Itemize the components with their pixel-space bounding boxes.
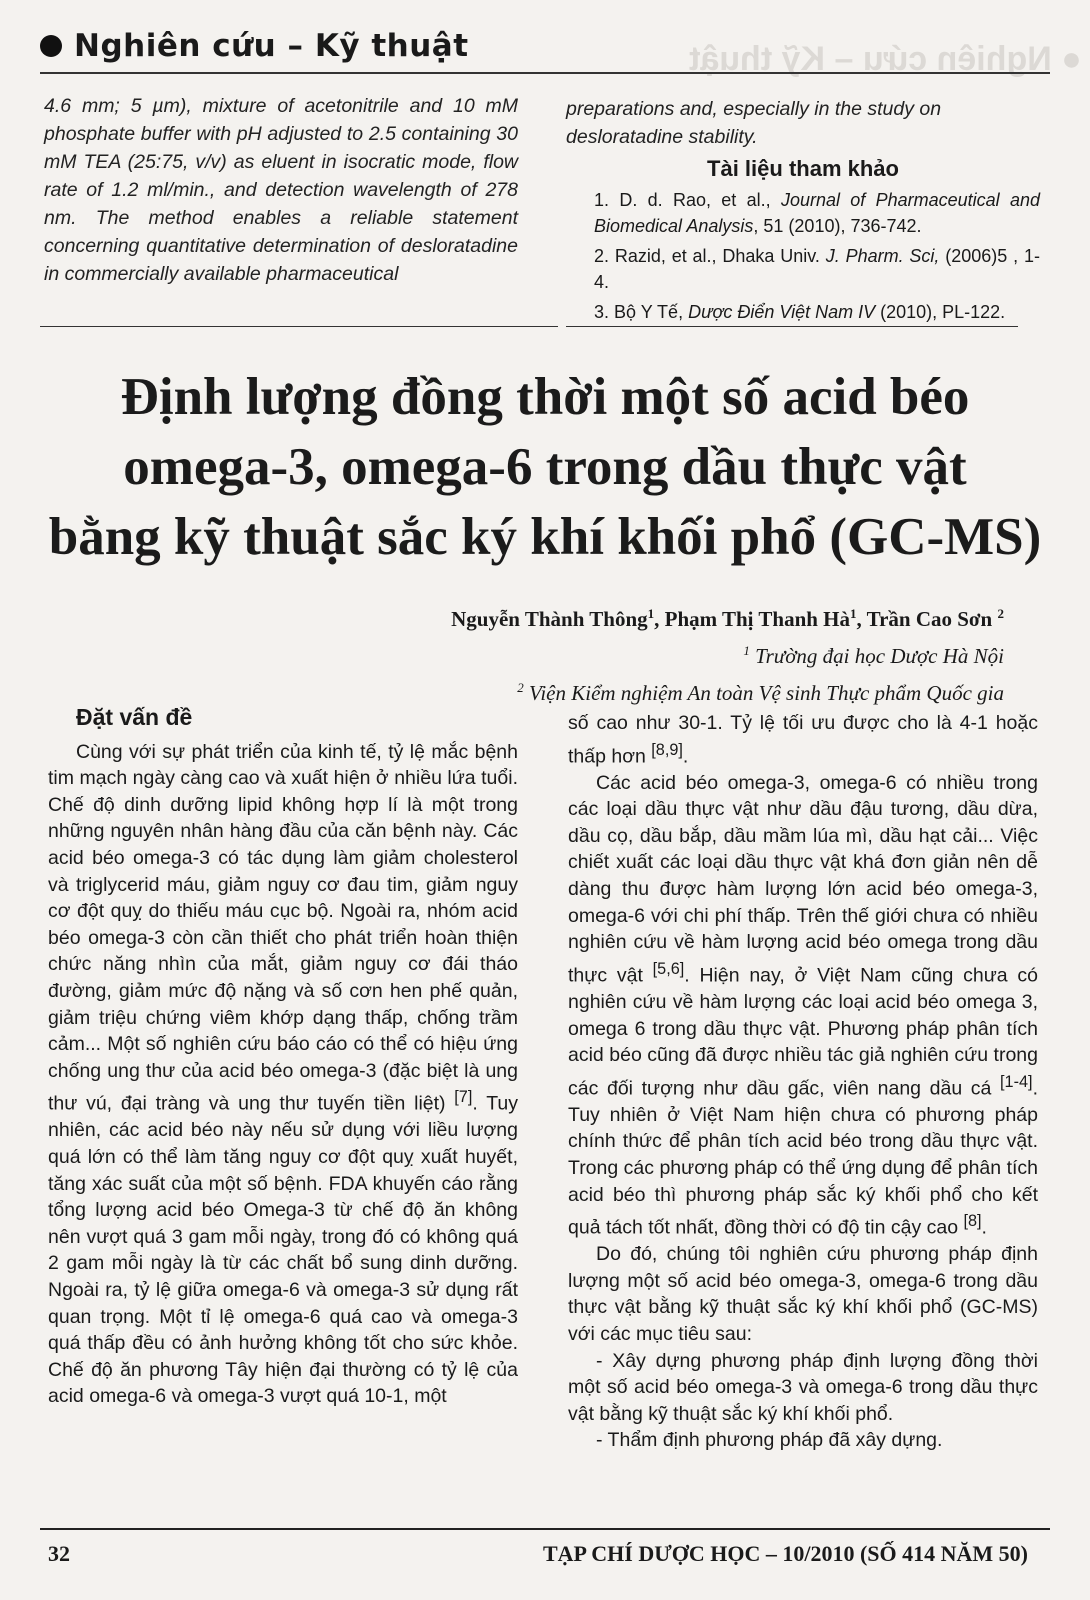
body-left-column [48, 704, 518, 1410]
show-through-bleed: ● Nghiên cứu – Kỹ thuật [689, 40, 1082, 78]
reference-2: 2. Razid, et al., Dhaka Univ. J. Pharm. Sci, (2006)5 , 1- 4. [594, 246, 1040, 292]
references-title: Tài liệu tham khảo [707, 156, 899, 181]
section-header [40, 28, 469, 64]
goal-item: - Thẩm định phương pháp đã xây dựng. [596, 1429, 943, 1452]
affiliation-2: $^2$ Viện Kiểm nghiệm An toàn Vệ sinh Thực phẩm Quốc gia [517, 680, 1004, 705]
paragraph: số cao như 30-1. Tỷ lệ tối ưu được cho là 4-1 hoặc thấp hơn [8,9]. [568, 712, 1038, 768]
article-title: Định lượng đồng thời một số acid béo omega-3, omega-6 trong dầu thực vật bằng kỹ thuật sắc ký khí khối phổ (GC-MS) [48, 368, 1042, 566]
page-number: 32 [48, 1541, 70, 1566]
paragraph: Các acid béo omega-3, omega-6 có nhiều trong các loại dầu thực vật như dầu đậu tương, dầu dừa, dầu cọ, dầu bắp, dầu mầm lúa mì, dầu hạt cải... Việc chiết xuất các loại dầu thực vật khá đơn giản nên dễ dàng thu được hàm lượng lớn acid béo omega-3, omega-6 với chi phí thấp. Trên thế giới chưa có nhiều nghiên cứu về hàm lượng acid béo omega trong dầu thực vật [5,6]. Hiện nay, ở Việt Nam cũng chưa có nghiên cứu về hàm lượng các loại acid béo omega 3, omega 6 trong dầu thực vật. Phương pháp phân tích acid béo cũng đã được nhiều tác giả nghiên cứu trong các đối tượng như dầu gấc, viên nang dầu cá [1-4]. Tuy nhiên ở Việt Nam hiện chưa có phương pháp chính thức để phân tích acid béo trong dầu thực vật. Trong các phương pháp có thể ứng dụng để phân tích acid béo thì phương pháp sắc ký khối phổ cho kết quả tách tốt nhất, đồng thời có độ tin cậy cao [8]. [568, 771, 1038, 1239]
references-end-rule [566, 326, 1018, 327]
footer-rule [40, 1528, 1050, 1530]
section-title: Nghiên cứu – Kỹ thuật [74, 28, 469, 64]
goal-item: - Xây dựng phương pháp định lượng đồng thời một số acid béo omega-3 và omega-6 trong dầu thực vật bằng kỹ thuật sắc ký khí khối phổ. [568, 1349, 1038, 1425]
top-right-column [566, 95, 1040, 329]
reference-3: 3. Bộ Y Tế, Dược Điển Việt Nam IV (2010), PL-122. [594, 302, 1006, 322]
paragraph: Cùng với sự phát triển của kinh tế, tỷ lệ mắc bệnh tim mạch ngày càng cao và xuất hiện ở nhiều lứa tuổi. Chế độ dinh dưỡng lipid không hợp lí là một trong những nguyên nhân hàng đầu của căn bệnh này. Các acid béo omega-3 có tác dụng làm giảm cholesterol và triglycerid máu, giảm nguy cơ đau tim, giảm nguy cơ đột quỵ do thiếu máu cục bộ. Ngoài ra, nhóm acid béo omega-3 còn cần thiết cho phát triển hoàn thiện chức năng nhìn của mắt, giảm nguy cơ đái tháo đường, giảm mức độ nặng và số cơn hen phế quản, giảm triệu chứng viêm khớp dạng thấp, chống trầm cảm... Một số nghiên cứu báo cáo có thể có hiệu ứng chống ung thư của acid béo omega-3 (đặc biệt là ung thư vú, đại tràng và ung thư tuyến tiền liệt) [7]. Tuy nhiên, các acid béo này nếu sử dụng với liều lượng quá lớn có thể làm tăng nguy cơ đột quỵ xuất huyết, tăng xác suất của một số bệnh. FDA khuyến cáo rằng tổng lượng acid béo Omega-3 từ chế độ ăn không nên vượt quá 3 gam mỗi ngày, trong đó có không quá 2 gam mỗi ngày là từ các chất bổ sung dinh dưỡng. Ngoài ra, tỷ lệ giữa omega-6 và omega-3 sử dụng rất quan trọng. Một tỉ lệ omega-6 quá cao và omega-3 quá thấp đều có ảnh hưởng không tốt cho sức khỏe. Chế độ ăn phương Tây hiện đại thường có tỷ lệ của acid omega-6 và omega-3 vượt quá 10-1, một [48, 740, 518, 1408]
author-names: Nguyễn Thành Thông$^1$, Phạm Thị Thanh $Hà^1$, Trần Cao Sơn $^2$ [451, 606, 1004, 631]
header-rule [40, 72, 1050, 74]
authors-block [451, 598, 1004, 709]
paragraph: Do đó, chúng tôi nghiên cứu phương pháp định lượng một số acid béo omega-3, omega-6 trong dầu thực vật bằng kỹ thuật sắc ký khí khối phổ (GC-MS) với các mục tiêu sau: [568, 1243, 1038, 1346]
journal-footer: TẠP CHÍ DƯỢC HỌC – 10/2010 (SỐ 414 NĂM 50) [542, 1541, 1028, 1566]
abstract-end: 4.6 mm; 5 µm), mixture of acetonitrile and 10 mM phosphate buffer with pH adjusted to 2.5 containing 30 mM TEA (25:75, v/v) as eluent in isocratic mode, flow rate of 1.2 ml/min., and detection wavelength of 278 nm. The method enables a reliable statement concerning quantitative determination of desloratadine in commercially available pharmaceutical [44, 95, 518, 285]
abstract-end-rule [40, 326, 558, 327]
section-heading: Đặt vấn đề [76, 704, 193, 730]
body-right-column [568, 710, 1038, 1454]
abstract-continuation: preparations and, especially in the study on desloratadine stability. [566, 98, 942, 148]
affiliation-1: $^1$ Trường đại học Dược Hà Nội [743, 643, 1004, 668]
reference-1: 1. D. d. Rao, et al., Journal of Pharmaceutical and Biomedical Analysis, 51 (2010), 736-742. [594, 190, 1041, 236]
bullet-icon [40, 35, 62, 57]
